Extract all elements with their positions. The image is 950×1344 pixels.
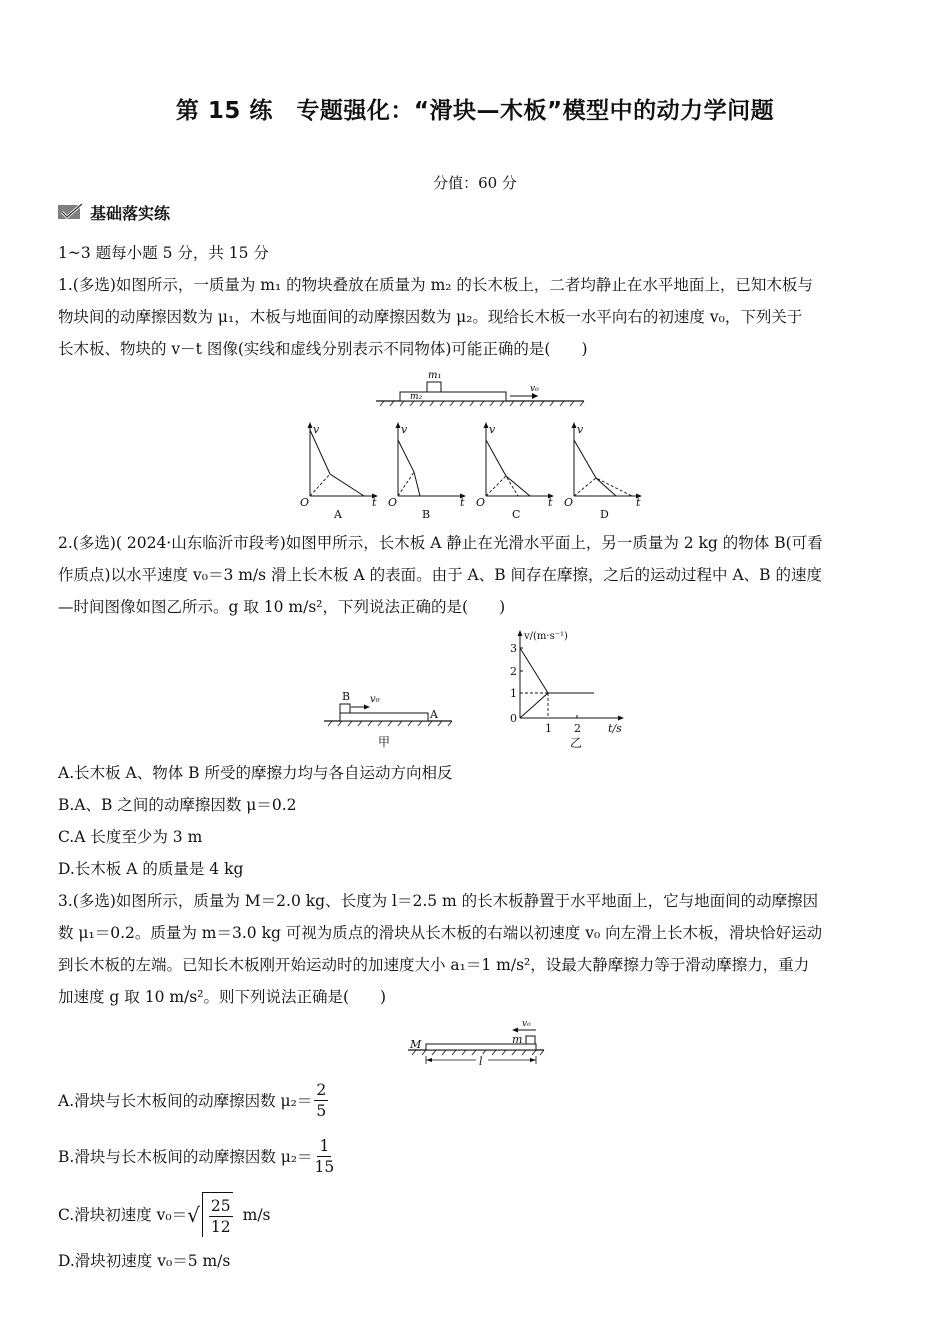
q2-yi-xtick-2: 2: [574, 722, 581, 735]
q2-jia-v0-label: v₀: [370, 694, 380, 705]
section-title: 基础落实练: [90, 203, 171, 223]
q2-figure-jia: [320, 686, 456, 750]
graph-b-o: O: [388, 496, 398, 509]
q1-vt-graphs: [292, 418, 660, 522]
q1-v0-label: v₀: [530, 384, 539, 394]
q3-option-c-num: 25: [210, 1196, 231, 1215]
q3-option-c[interactable]: [58, 1192, 271, 1237]
q2-yi-ytick-1: 1: [510, 687, 517, 700]
q2-yi-caption: 乙: [570, 736, 583, 750]
graph-a-v: v: [313, 423, 320, 436]
graph-a[interactable]: [300, 422, 378, 521]
q2-option-a[interactable]: A.长木板 A、物体 B 所受的摩擦力均与各自运动方向相反: [58, 764, 453, 782]
q2-yi-ytick-0: 0: [510, 712, 517, 725]
q3-M-label: M: [410, 1038, 422, 1051]
section-header: [58, 202, 170, 222]
graph-d-o: O: [564, 496, 574, 509]
q3-option-c-unit: m/s: [242, 1205, 271, 1224]
q1-line2: 物块间的动摩擦因数为 μ₁，木板与地面间的动摩擦因数为 μ₂。现给长木板一水平向右的初速度 v₀，下列关于: [58, 308, 803, 326]
q2-yi-ytick-3: 3: [510, 642, 517, 655]
q3-option-c-den: 12: [210, 1217, 231, 1236]
graph-b-letter: B: [422, 508, 431, 521]
q2-yi-xtick-1: 1: [545, 722, 552, 735]
graph-c-v: v: [489, 423, 496, 436]
q2-line3: —时间图像如图乙所示。g 取 10 m/s²，下列说法正确的是( ): [58, 598, 506, 616]
q3-line4: 加速度 g 取 10 m/s²。则下列说法正确是( ): [58, 988, 387, 1006]
q1-m2-label: m₂: [410, 392, 423, 402]
q3-option-b-fraction: [315, 1136, 335, 1177]
graph-a-o: O: [300, 496, 310, 509]
q2-jia-b-label: B: [342, 690, 351, 703]
q3-option-a[interactable]: [58, 1080, 328, 1121]
q2-line2: 作质点)以水平速度 v₀＝3 m/s 滑上长木板 A 的表面。由于 A、B 间存在摩擦，之后的运动过程中 A、B 的速度: [58, 566, 822, 584]
graph-d-t: t: [636, 496, 641, 509]
score-info: 分值：60 分: [433, 174, 517, 192]
q3-option-c-sqrt: [187, 1192, 232, 1237]
q1-board-diagram: [370, 368, 590, 410]
graph-d-letter: D: [600, 508, 609, 521]
q3-line2: 数 μ₁＝0.2。质量为 m＝3.0 kg 可视为质点的滑块从长木板的右端以初速度 v₀ 向左滑上长木板，滑块恰好运动: [58, 924, 823, 942]
q3-option-c-fraction: [209, 1196, 233, 1237]
q2-option-b[interactable]: B.A、B 之间的动摩擦因数 μ＝0.2: [58, 796, 297, 814]
q3-option-d[interactable]: D.滑块初速度 v₀＝5 m/s: [58, 1252, 231, 1270]
q2-yi-xlabel: t/s: [608, 722, 622, 735]
q3-option-b-den: 15: [314, 1158, 335, 1176]
q2-option-c[interactable]: C.A 长度至少为 3 m: [58, 828, 203, 846]
q2-figure-yi: [500, 626, 640, 750]
graph-a-t: t: [372, 496, 377, 509]
q2-yi-ylabel: v/(m·s⁻¹): [524, 631, 568, 642]
q3-option-b[interactable]: [58, 1136, 334, 1177]
q2-jia-a-label: A: [430, 708, 438, 721]
q3-option-b-num: 1: [319, 1137, 330, 1155]
q3-option-a-num: 2: [316, 1081, 327, 1099]
q1-m1-label: m₁: [428, 370, 442, 381]
graph-b[interactable]: [388, 422, 466, 521]
graph-c-letter: C: [512, 508, 521, 521]
group-note: 1~3 题每小题 5 分，共 15 分: [58, 244, 269, 262]
q3-board-diagram: [404, 1014, 548, 1070]
q3-option-a-den: 5: [316, 1102, 327, 1120]
q1-line1: 1.(多选)如图所示，一质量为 m₁ 的物块叠放在质量为 m₂ 的长木板上，二者均静止在水平地面上，已知木板与: [58, 276, 813, 294]
checkmark-badge-icon: [58, 203, 84, 221]
graph-d[interactable]: [564, 422, 642, 521]
q2-jia-caption: 甲: [378, 735, 391, 749]
graph-c-t: t: [548, 496, 553, 509]
q3-l-label: l: [479, 1055, 483, 1068]
q2-yi-ytick-2: 2: [510, 665, 517, 678]
q2-line1: 2.(多选)( 2024·山东临沂市段考)如图甲所示，长木板 A 静止在光滑水平面上，另一质量为 2 kg 的物体 B(可看: [58, 534, 823, 552]
q3-option-a-text: A.滑块与长木板间的动摩擦因数 μ₂＝: [58, 1091, 313, 1110]
q3-m-label: m: [512, 1033, 523, 1046]
q3-option-b-text: B.滑块与长木板间的动摩擦因数 μ₂＝: [58, 1147, 313, 1166]
graph-c-o: O: [476, 496, 486, 509]
q1-line3: 长木板、物块的 v－t 图像(实线和虚线分别表示不同物体)可能正确的是( ): [58, 340, 588, 358]
q2-option-d[interactable]: D.长木板 A 的质量是 4 kg: [58, 860, 244, 878]
graph-d-v: v: [577, 423, 584, 436]
graph-a-letter: A: [334, 508, 342, 521]
q3-option-c-text: C.滑块初速度 v₀＝: [58, 1205, 188, 1224]
q3-option-a-fraction: [314, 1080, 328, 1121]
graph-c[interactable]: [476, 422, 554, 521]
sqrt-sign-icon: √: [187, 1202, 200, 1227]
q3-line1: 3.(多选)如图所示，质量为 M＝2.0 kg、长度为 l＝2.5 m 的长木板静置于水平地面上，它与地面间的动摩擦因: [58, 892, 819, 910]
q3-line3: 到长木板的左端。已知长木板刚开始运动时的加速度大小 a₁＝1 m/s²，设最大静摩擦力等于滑动摩擦力，重力: [58, 956, 810, 974]
graph-b-v: v: [401, 423, 408, 436]
graph-b-t: t: [460, 496, 465, 509]
q3-v0-label: v₀: [522, 1019, 531, 1029]
page-title: 第 15 练 专题强化：“滑块—木板”模型中的动力学问题: [175, 98, 775, 124]
